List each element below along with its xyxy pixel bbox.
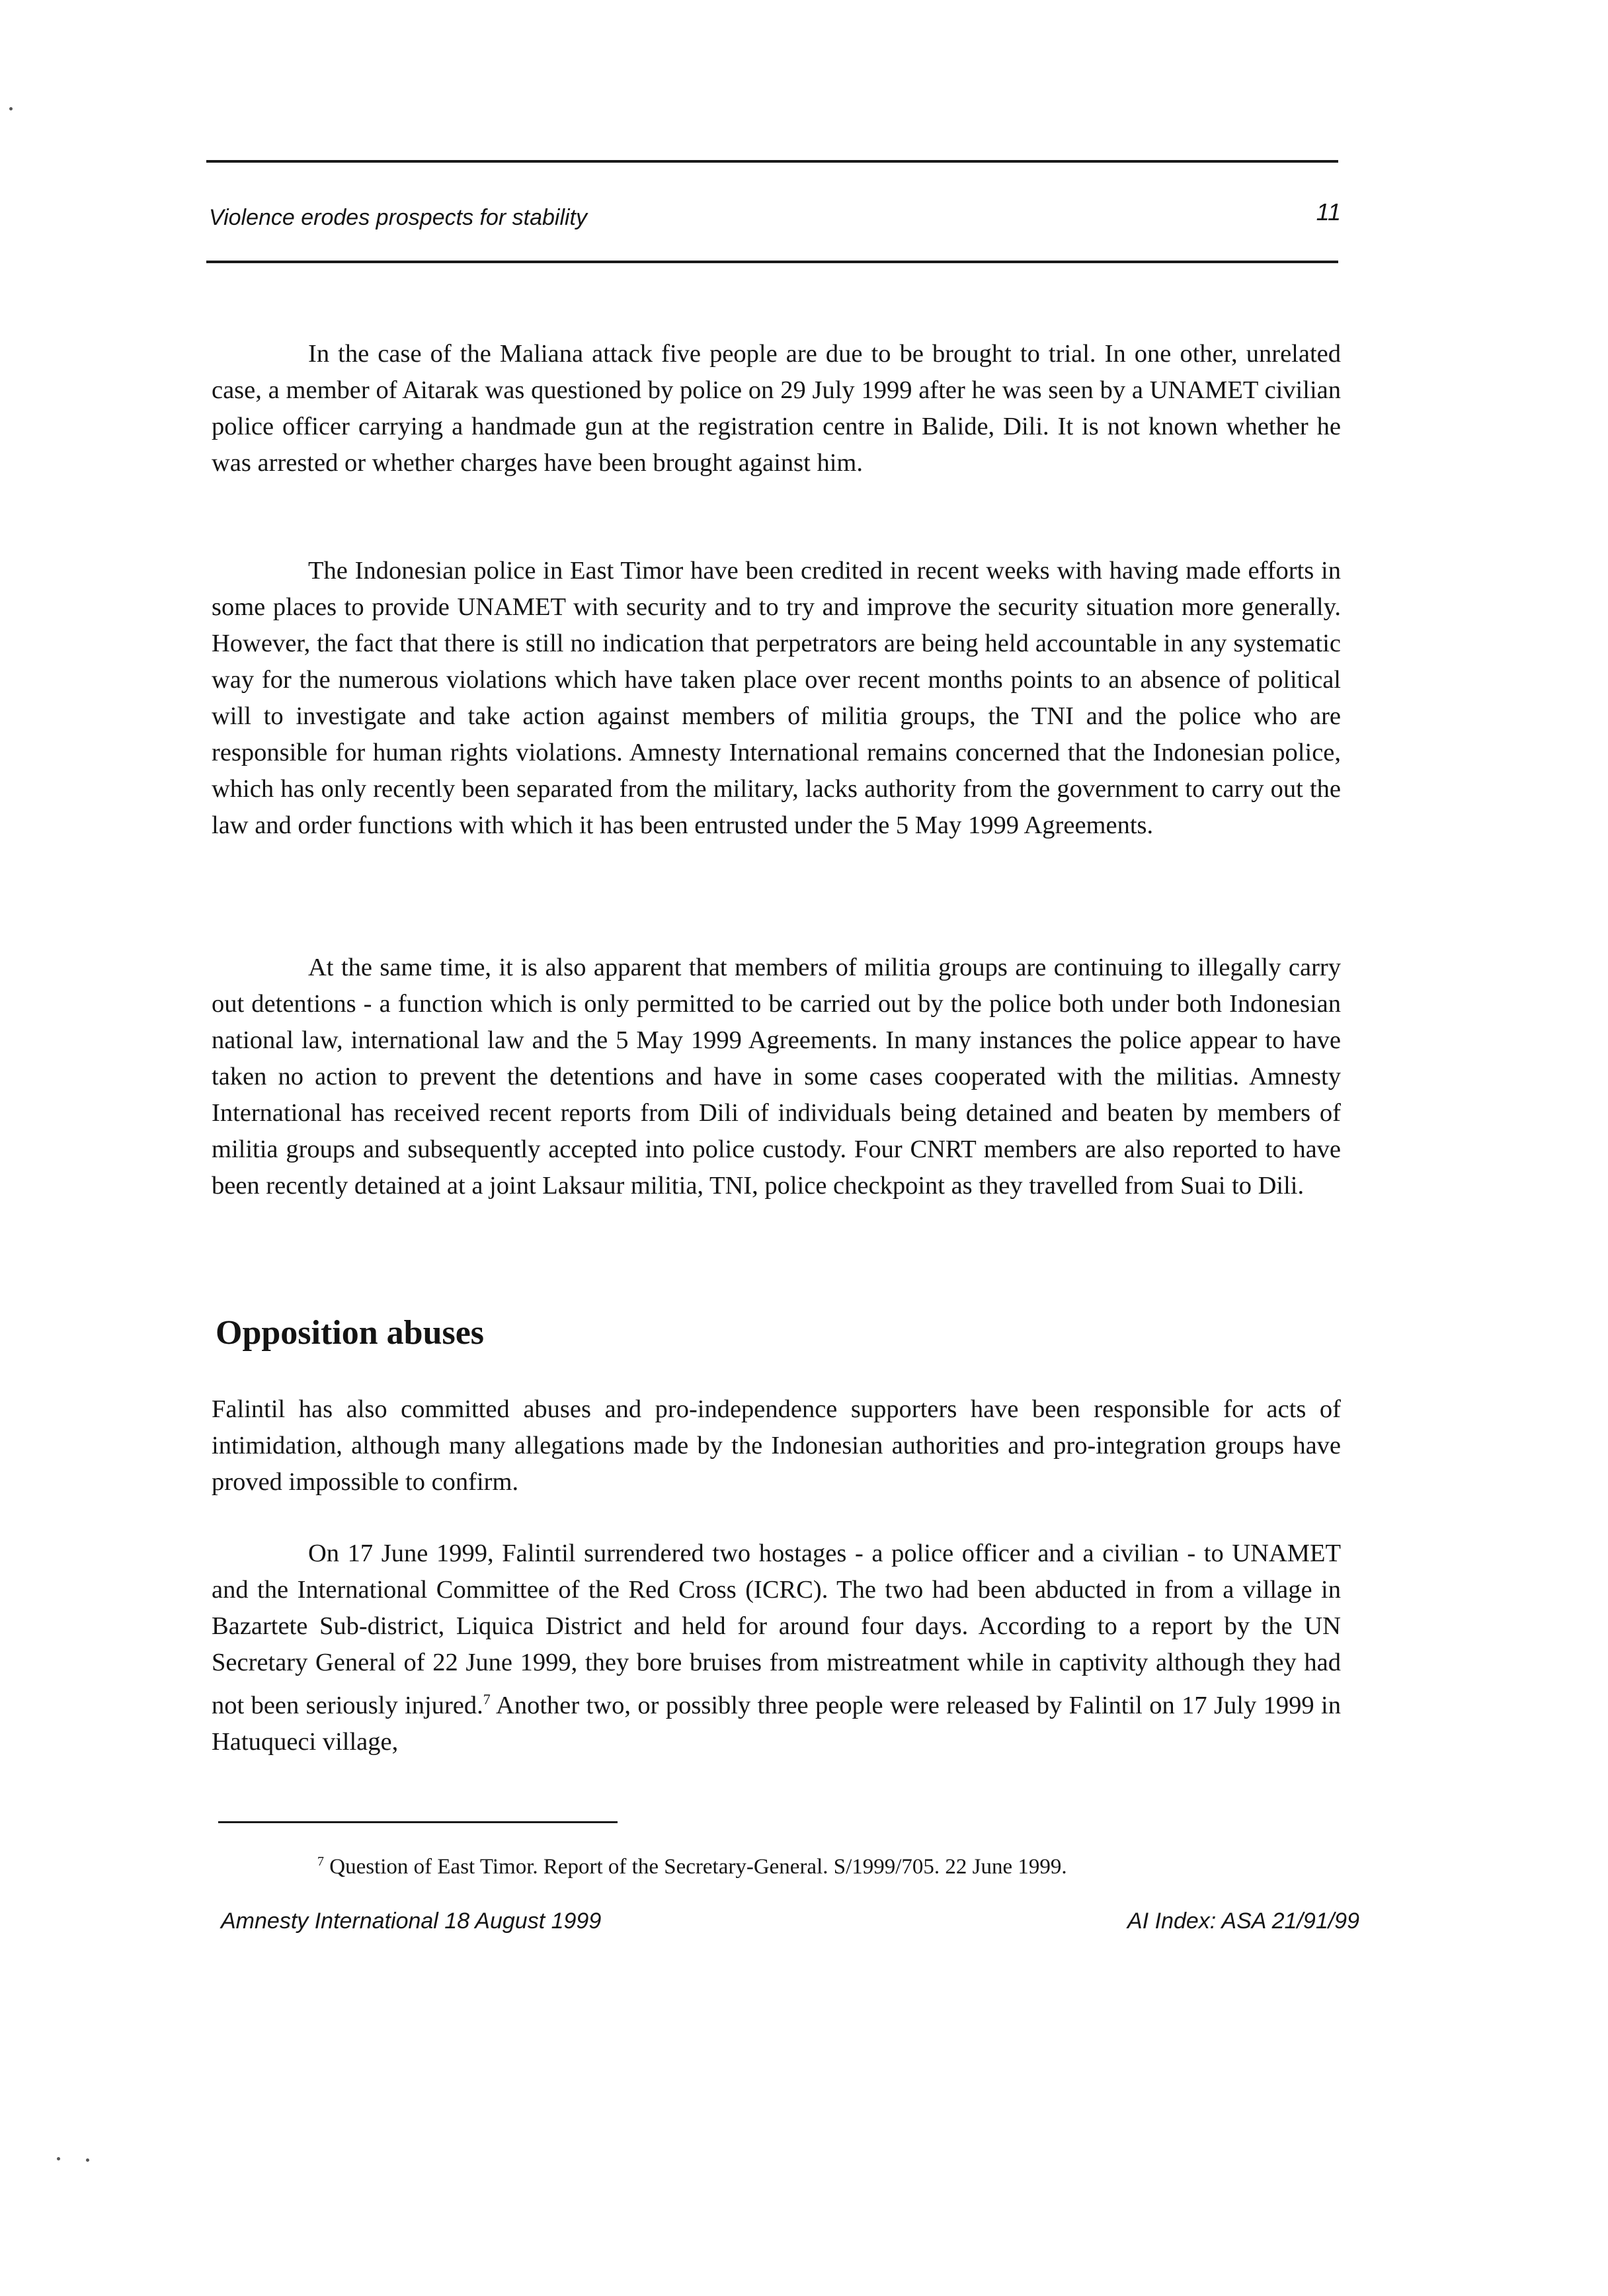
footnote-marker: 7 (317, 1854, 324, 1869)
paragraph-maliana-trial: In the case of the Maliana attack five people are due to be brought to trial. In one other, unrelated case, a member of Aitarak was questioned by police on 29 July 1999 after he was seen by a UNAMET civilian police officer carrying a handmade gun at the registration centre in Balide, Dili. It is not known whether he was arrested or whether charges have been brought against him. (212, 340, 1341, 477)
footer-publisher: Amnesty International 18 August 1999 (221, 1908, 602, 1934)
header-top-rule (206, 160, 1338, 163)
hostages-text-continued: Another two, or possibly three people were released by Falintil on 17 July 1999 in Hatuqueci village, (212, 1691, 1341, 1756)
footnote-reference[interactable]: 7 (483, 1691, 491, 1707)
header-bottom-rule (206, 261, 1338, 263)
running-title: Violence erodes prospects for stability (209, 205, 588, 230)
paragraph-hostages (212, 1536, 1341, 1760)
paragraph-indonesian-police: The Indonesian police in East Timor have been credited in recent weeks with having made efforts in some places to provide UNAMET with security and to try and improve the security situation more generally. However, the fact that there is still no indication that perpetrators are being held accountable in any systematic way for the numerous violations which have taken place over recent months points to an absence of political will to investigate and take action against members of militia groups, the TNI and the police who are responsible for human rights violations. Amnesty International remains concerned that the Indonesian police, which has only recently been separated from the military, lacks authority from the government to carry out the law and order functions with which it has been entrusted under the 5 May 1999 Agreements. (212, 557, 1341, 839)
paragraph-falintil-abuses: Falintil has also committed abuses and pro-independence supporters have been responsible for acts of intimidation, although many allegations made by the Indonesian authorities and pro-integration groups have proved impossible to confirm. (212, 1395, 1341, 1496)
footnote-text: Question of East Timor. Report of the Secretary-General. S/1999/705. 22 June 1999. (329, 1855, 1067, 1879)
footnote-divider (218, 1821, 618, 1823)
footer-index: AI Index: ASA 21/91/99 (1127, 1908, 1359, 1934)
scan-speck (9, 107, 13, 110)
scan-speck (57, 2157, 60, 2160)
page-number: 11 (1316, 198, 1341, 226)
footnote (317, 1854, 1067, 1879)
paragraph-militia-detentions: At the same time, it is also apparent that members of militia groups are continuing to illegally carry out detentions - a function which is only permitted to be carried out by the police both under both Indonesian national law, international law and the 5 May 1999 Agreements. In many instances the police appear to have taken no action to prevent the detentions and have in some cases cooperated with the militias. Amnesty International has received recent reports from Dili of individuals being detained and beaten by members of militia groups and subsequently accepted into police custody. Four CNRT members are also reported to have been recently detained at a joint Laksaur militia, TNI, police checkpoint as they travelled from Suai to Dili. (212, 954, 1341, 1200)
scan-speck (86, 2158, 89, 2162)
hostages-text: On 17 June 1999, Falintil surrendered two hostages - a police officer and a civilian - to UNAMET and the International Committee of the Red Cross (ICRC). The two had been abducted in from a village in Bazartete Sub-district, Liquica District and held for around four days. According to a report by the UN Secretary General of 22 June 1999, they bore bruises from mistreatment while in captivity although they had not been seriously injured. (212, 1539, 1341, 1719)
section-heading: Opposition abuses (216, 1314, 485, 1352)
